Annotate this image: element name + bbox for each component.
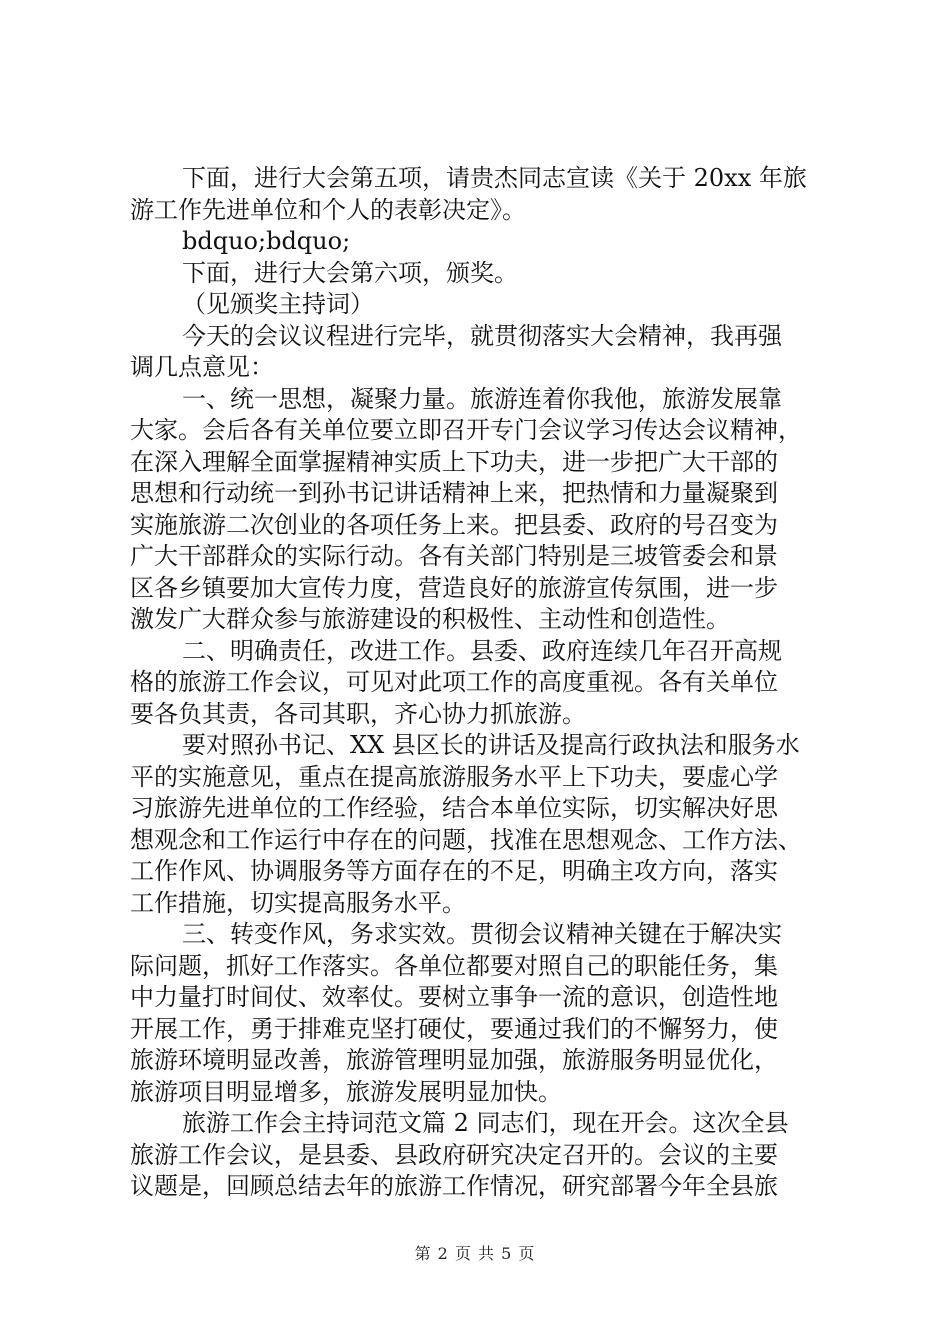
text-line: 广大干部群众的实际行动。各有关部门特别是三坡管委会和景 [130, 542, 778, 570]
text-line: 开展工作，勇于排难克坚打硬仗，要通过我们的不懈努力，使 [130, 1014, 778, 1043]
text-line: 下面，进行大会第六项，颁奖。 [182, 258, 518, 287]
text-line: 要对照孙书记、XX 县区长的讲话及提高行政执法和服务水 [182, 731, 800, 759]
text-line: 二、明确责任，改进工作。县委、政府连续几年召开高规 [182, 636, 782, 665]
text-line: 中力量打时间仗、效率仗。要树立事争一流的意识，创造性地 [130, 983, 778, 1011]
text-line: 要各负其责，各司其职，齐心协力抓旅游。 [130, 699, 586, 728]
text-line: 游工作先进单位和个人的表彰决定》。 [130, 195, 526, 224]
text-line: 在深入理解全面掌握精神实质上下功夫，进一步把广大干部的 [130, 447, 778, 476]
text-line: 大家。会后各有关单位要立即召开专门会议学习传达会议精神， [130, 416, 802, 444]
text-line: 区各乡镇要加大宣传力度，营造良好的旅游宣传氛围，进一步 [130, 573, 778, 602]
text-line: （见颁奖主持词） [182, 290, 374, 318]
text-line: 激发广大群众参与旅游建设的积极性、主动性和创造性。 [130, 605, 730, 633]
page-footer [0, 1244, 950, 1264]
text-line: 工作措施，切实提高服务水平。 [130, 888, 466, 917]
text-line: 调几点意见： [130, 353, 274, 381]
text-line: 平的实施意见，重点在提高旅游服务水平上下功夫，要虚心学 [130, 762, 778, 791]
text-line: 思想和行动统一到孙书记讲话精神上来，把热情和力量凝聚到 [130, 479, 778, 507]
text-line: 格的旅游工作会议，可见对此项工作的高度重视。各有关单位 [130, 668, 778, 696]
text-line: 旅游工作会议，是县委、县政府研究决定召开的。会议的主要 [130, 1140, 778, 1169]
page-number-label: 第 2 页 共 5 页 [414, 1244, 536, 1263]
text-line: 三、转变作风，务求实效。贯彻会议精神关键在于解决实 [182, 920, 782, 948]
text-line: 想观念和工作运行中存在的问题，找准在思想观念、工作方法、 [130, 825, 802, 854]
text-line: 习旅游先进单位的工作经验，结合本单位实际，切实解决好思 [130, 794, 778, 822]
text-line: 工作作风、协调服务等方面存在的不足，明确主攻方向，落实 [130, 857, 778, 885]
text-line: 际问题，抓好工作落实。各单位都要对照自己的职能任务，集 [130, 951, 778, 980]
text-line: 实施旅游二次创业的各项任务上来。把县委、政府的号召变为 [130, 510, 778, 539]
text-line: 一、统一思想，凝聚力量。旅游连着你我他，旅游发展靠 [182, 384, 782, 413]
text-line: 旅游环境明显改善，旅游管理明显加强，旅游服务明显优化， [130, 1046, 778, 1074]
text-line: 旅游工作会主持词范文篇 2 同志们，现在开会。这次全县 [182, 1109, 789, 1137]
document-body [130, 163, 830, 1203]
text-line: 议题是，回顾总结去年的旅游工作情况，研究部署今年全县旅 [130, 1172, 778, 1200]
text-line: 今天的会议议程进行完毕，就贯彻落实大会精神，我再强 [182, 321, 782, 350]
text-line: 下面，进行大会第五项，请贵杰同志宣读《关于 20xx 年旅 [182, 164, 807, 192]
text-line: bdquo;bdquo; [182, 227, 351, 255]
text-line: 旅游项目明显增多，旅游发展明显加快。 [130, 1077, 562, 1106]
